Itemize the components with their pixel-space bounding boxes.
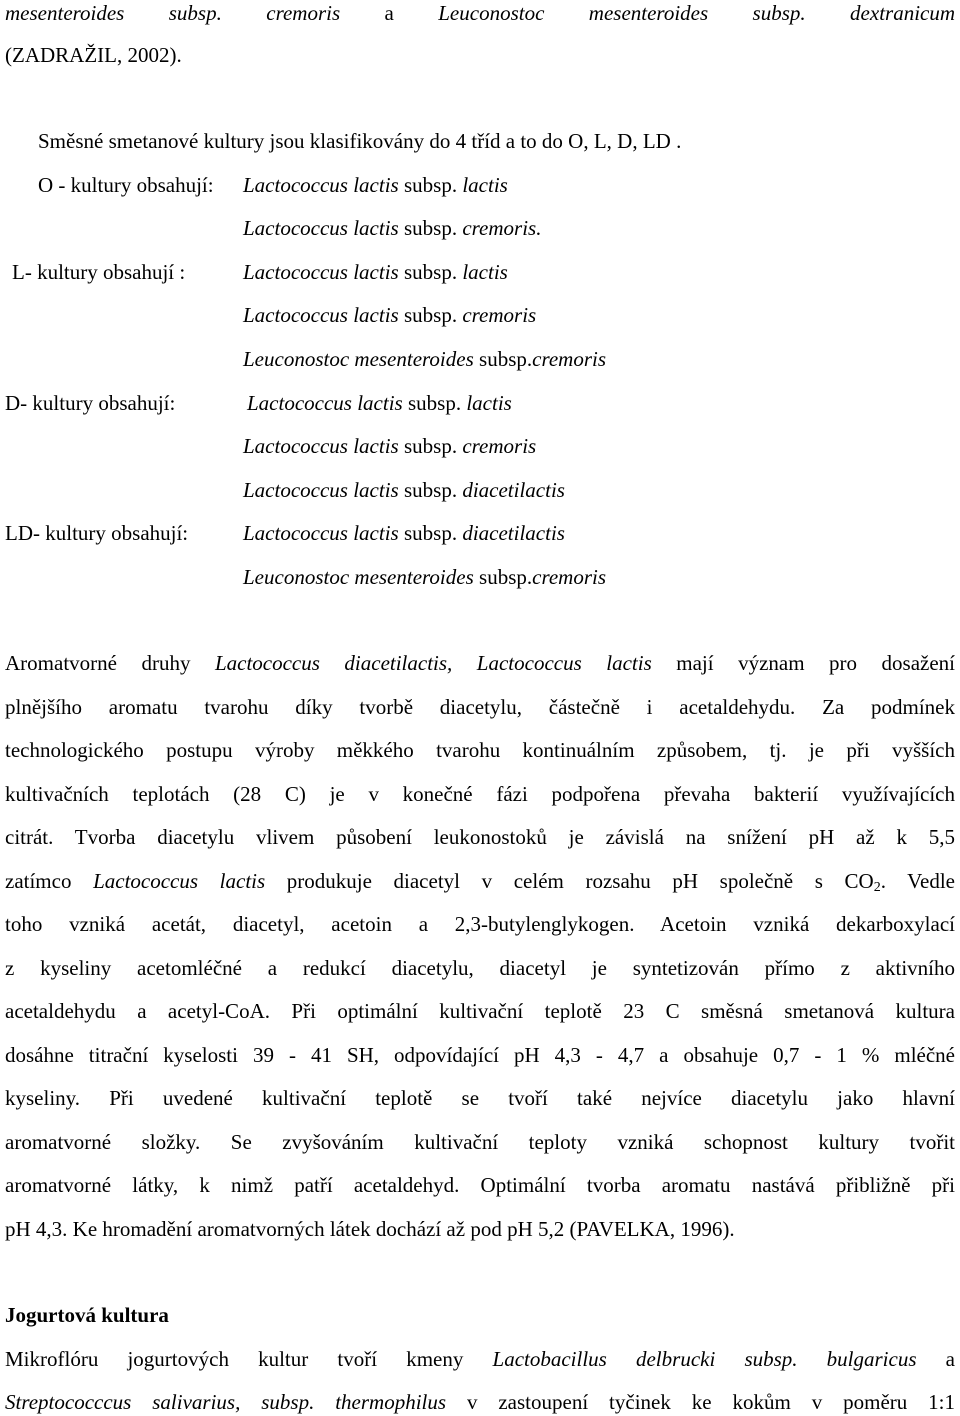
paragraph-line: zatímco Lactococcus lactis produkuje diacetyl v celém rozsahu pH společně s $CO_2$. Vedle bbox=[5, 869, 955, 895]
organism: Lactococcus lactis subsp. cremoris bbox=[243, 303, 537, 327]
text-fragment: cremoris bbox=[266, 1, 341, 25]
organism: Lactococcus lactis subsp. cremoris. bbox=[243, 216, 542, 240]
group-label-l: L- kultury obsahují : bbox=[12, 260, 186, 284]
paragraph-line: technologického postupu výroby měkkého tvarohu kontinuálním způsobem, tj. je při vyšších bbox=[5, 738, 955, 762]
organism: Lactococcus lactis subsp. diacetilactis bbox=[243, 521, 565, 545]
text-fragment: Leuconostoc bbox=[438, 1, 545, 25]
paragraph-line: kyseliny. Při uvedené kultivační teplotě se tvoří také nejvíce diacetylu jako hlavní bbox=[5, 1086, 955, 1110]
organism: Leuconostoc mesenteroides subsp.cremoris bbox=[243, 565, 607, 589]
paragraph-line: dosáhne titrační kyselosti 39 - 41 SH, odpovídající pH 4,3 - 4,7 a obsahuje 0,7 - 1 % mléčné bbox=[5, 1043, 955, 1067]
organism: Lactococcus lactis subsp. cremoris bbox=[243, 434, 537, 458]
text-fragment: mesenteroides bbox=[5, 1, 125, 25]
paragraph-line: citrát. Tvorba diacetylu vlivem působení leukonostoků je závislá na snížení pH až k 5,5 bbox=[5, 825, 955, 849]
paragraph-line: Streptococccus salivarius, subsp. thermophilus v zastoupení tyčinek ke kokům v poměru 1:1 bbox=[5, 1390, 955, 1414]
text-fragment: dextranicum bbox=[850, 1, 956, 25]
paragraph-line: aromatvorné složky. Se zvyšováním kultivační teploty vzniká schopnost kultury tvořit bbox=[5, 1130, 955, 1154]
paragraph-line: acetaldehydu a acetyl-CoA. Při optimální kultivační teplotě 23 C směsná smetanová kultura bbox=[5, 999, 955, 1023]
paragraph-line: toho vzniká acetát, diacetyl, acetoin a 2,3-butylenglykogen. Acetoin vzniká dekarboxylací bbox=[5, 912, 955, 936]
group-label-ld: LD- kultury obsahují: bbox=[5, 521, 189, 545]
paragraph-line: Aromatvorné druhy Lactococcus diacetilactis, Lactococcus lactis mají význam pro dosažení bbox=[5, 651, 956, 675]
organism: Lactococcus lactis subsp. lactis bbox=[247, 391, 512, 415]
paragraph-line: kultivačních teplotách (28 C) je v konečné fázi podpořena převaha bakterií využívajících bbox=[5, 782, 955, 806]
continuation-line-2: (ZADRAŽIL, 2002). bbox=[5, 43, 182, 67]
section-heading: Jogurtová kultura bbox=[5, 1303, 169, 1327]
text-fragment: mesenteroides bbox=[588, 1, 709, 25]
text-fragment: subsp. bbox=[752, 1, 806, 25]
paragraph-line: aromatvorné látky, k nimž patří acetaldehyd. Optimální tvorba aromatu nastává přibližně při bbox=[5, 1173, 955, 1197]
organism: Lactococcus lactis subsp. lactis bbox=[243, 260, 508, 284]
text-fragment: a bbox=[384, 1, 394, 25]
group-label-o: O - kultury obsahují: bbox=[38, 173, 214, 197]
text-fragment: subsp. bbox=[168, 1, 222, 25]
organism: Lactococcus lactis subsp. lactis bbox=[243, 173, 508, 197]
continuation-line-1 bbox=[5, 0, 955, 26]
paragraph-line: pH 4,3. Ke hromadění aromatvorných látek dochází až pod pH 5,2 (PAVELKA, 1996). bbox=[5, 1217, 735, 1241]
paragraph-line: plnějšího aromatu tvarohu díky tvorbě diacetylu, částečně i acetaldehydu. Za podmínek bbox=[5, 695, 955, 719]
organism: Lactococcus lactis subsp. diacetilactis bbox=[243, 478, 565, 502]
paragraph-line: Mikroflóru jogurtových kultur tvoří kmeny Lactobacillus delbrucki subsp. bulgaricus a bbox=[5, 1347, 955, 1371]
organism: Leuconostoc mesenteroides subsp.cremoris bbox=[243, 347, 607, 371]
intro-text: Směsné smetanové kultury jsou klasifikovány do 4 tříd a to do O, L, D, LD . bbox=[38, 129, 682, 153]
paragraph-line: z kyseliny acetomléčné a redukcí diacetylu, diacetyl je syntetizován přímo z aktivního bbox=[5, 956, 955, 980]
group-label-d: D- kultury obsahují: bbox=[5, 391, 176, 415]
